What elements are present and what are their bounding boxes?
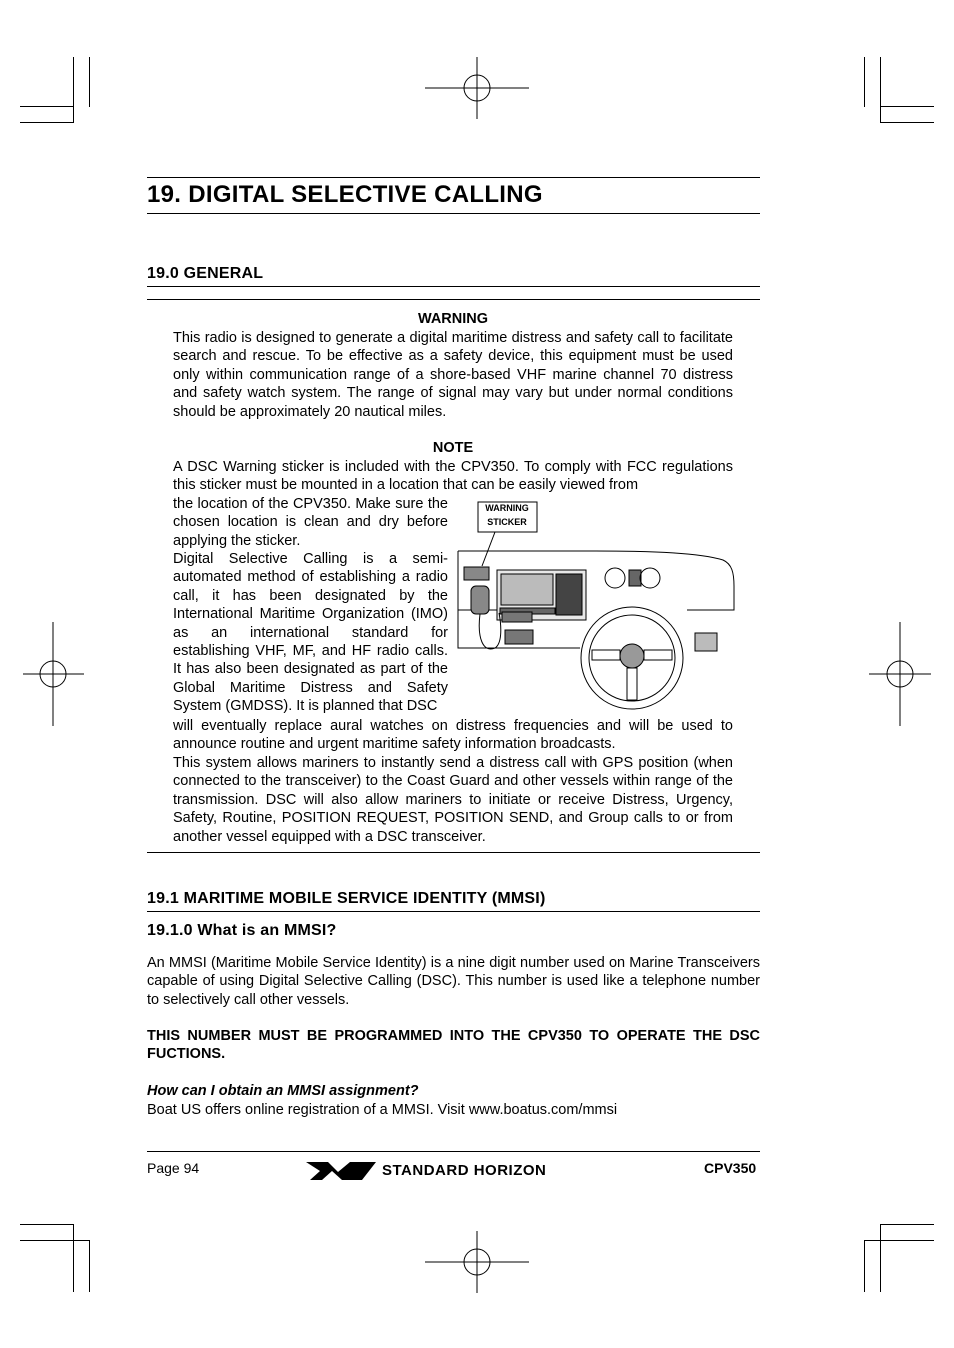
- footer-rule: [147, 1151, 760, 1152]
- chapter-top-rule: [147, 177, 760, 178]
- section-mmsi-heading: 19.1 MARITIME MOBILE SERVICE IDENTITY (MMSI): [147, 890, 546, 907]
- section-general-heading: 19.0 GENERAL: [147, 265, 264, 282]
- mmsi-description: An MMSI (Maritime Mobile Service Identity) is a nine digit number used on Marine Transceivers capable of using Digital Selective Calling (DSC). This number is used like a telephone number to selectively call other vessels.: [147, 955, 760, 1008]
- sticker-label-line1: WARNING: [485, 503, 529, 513]
- note-text: A DSC Warning sticker is included with the CPV350. To comply with FCC regulations this sticker must be mounted in a location that can be easily viewed from: [173, 459, 733, 494]
- dsc-description: Digital Selective Calling is a semi-automated method of establishing a radio call, it has been designated by the International Maritime Organization (IMO) as an international standard for establishing VHF, MF, and HF radio calls. It has also been designated as part of the Global Maritime Distress and Safety System (GMDSS). It is planned that DSC: [173, 551, 448, 715]
- dashboard-illustration: [455, 498, 740, 713]
- dsc-description-continued: will eventually replace aural watches on distress frequencies and will be used to announce routine and urgent maritime safety information broadcasts.: [173, 718, 733, 753]
- warning-title: WARNING: [417, 311, 489, 327]
- section-rule: [147, 286, 760, 287]
- warning-text: This radio is designed to generate a digital maritime distress and safety call to facilitate search and rescue. To be effective as a safety device, this equipment must be used only within communication range of a shore-based VHF marine channel 70 distress and safety watch system. The range of signal may vary but under normal conditions should be approximately 20 nautical miles.: [173, 330, 733, 420]
- sticker-label-line2: STICKER: [487, 517, 527, 527]
- mmsi-answer: Boat US offers online registration of a MMSI. Visit www.boatus.com/mmsi: [147, 1102, 618, 1118]
- mmsi-question: How can I obtain an MMSI assignment?: [147, 1083, 419, 1099]
- box-top-rule: [147, 299, 760, 300]
- note-text-continued: the location of the CPV350. Make sure the chosen location is clean and dry before applying the sticker.: [173, 496, 448, 549]
- note-title: NOTE: [432, 440, 474, 456]
- chapter-title: 19. DIGITAL SELECTIVE CALLING: [147, 181, 543, 208]
- model-name: CPV350: [704, 1160, 757, 1176]
- system-description: This system allows mariners to instantly send a distress call with GPS position (when connected to the transceiver) to the Coast Guard and other vessels within range of the transmission. DSC will also allow mariners to initiate or receive Distress, Urgency, Safety, Routine, POSITION REQUEST, POSITION SEND, and Group calls to or from another vessel equipped with a DSC transceiver.: [173, 755, 733, 845]
- section-rule: [147, 911, 760, 912]
- mmsi-requirement: THIS NUMBER MUST BE PROGRAMMED INTO THE CPV350 TO OPERATE THE DSC FUCTIONS.: [147, 1028, 760, 1063]
- box-bottom-rule: [147, 852, 760, 853]
- chapter-bottom-rule: [147, 213, 760, 214]
- brand-logo-icon: [306, 1160, 380, 1182]
- subsection-heading: 19.1.0 What is an MMSI?: [147, 922, 337, 939]
- page-number: Page 94: [147, 1160, 200, 1176]
- brand-name: STANDARD HORIZON: [382, 1162, 547, 1179]
